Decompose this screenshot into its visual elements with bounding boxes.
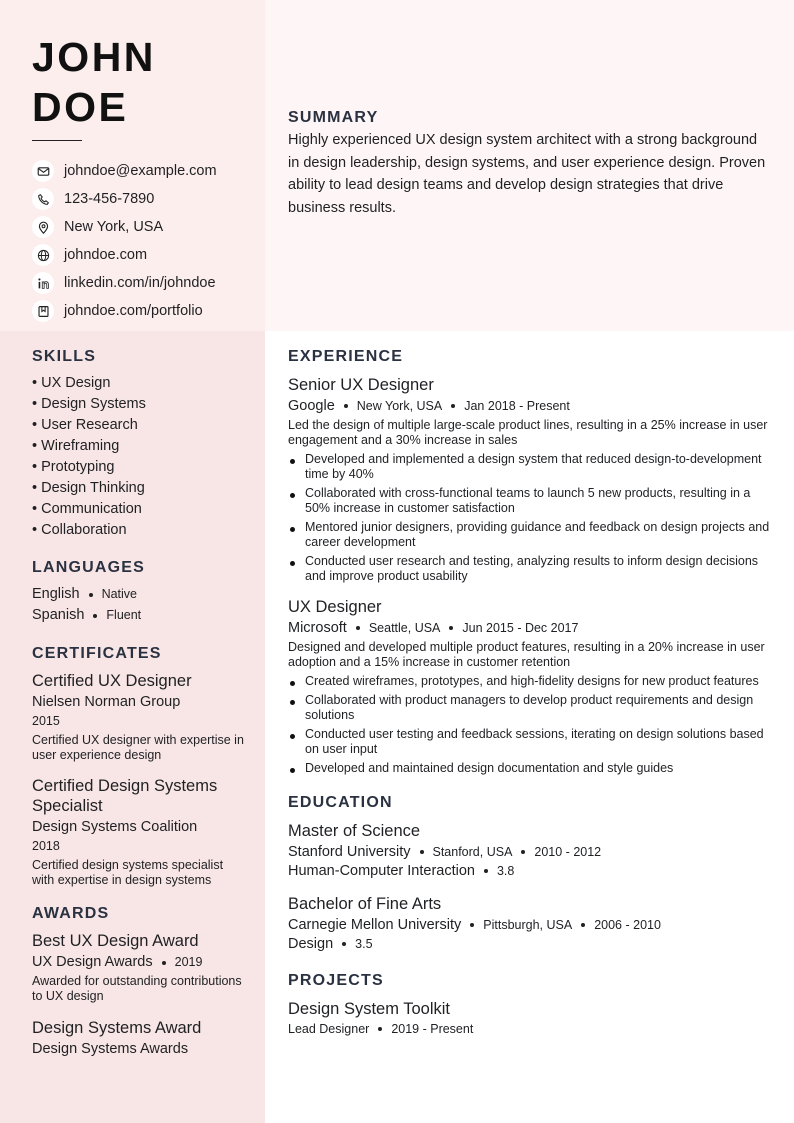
project-entry [288, 999, 770, 1036]
separator-dot [378, 1027, 382, 1031]
job-bullet [288, 761, 770, 776]
project-role: Lead Designer [288, 1022, 370, 1036]
project-dates: 2019 - Present [391, 1022, 474, 1036]
name-divider [32, 140, 82, 141]
job-title: UX Designer [288, 598, 382, 616]
summary-heading: SUMMARY [288, 109, 379, 126]
job-bullet [288, 554, 770, 584]
education-field-row [288, 936, 770, 952]
job-title: Senior UX Designer [288, 376, 434, 394]
phone-icon [32, 188, 54, 210]
gpa: 3.8 [496, 864, 515, 878]
separator-dot [581, 923, 585, 927]
certificate-name: Certified UX Designer [32, 672, 192, 690]
language-level: Native [101, 587, 137, 601]
award-name: Best UX Design Award [32, 932, 199, 950]
bullet-dot [290, 734, 295, 739]
name-first: JOHN [32, 34, 156, 80]
certificate-description: Certified design systems specialist with expertise in design systems [32, 858, 224, 887]
job-bullet [288, 674, 770, 689]
separator-dot [420, 850, 424, 854]
education-entry [288, 894, 770, 952]
skill-item: • UX Design [32, 375, 111, 391]
skills-list [32, 373, 244, 541]
contact-list [32, 157, 244, 325]
contact-linkedin[interactable] [32, 269, 244, 297]
job-description: Led the design of multiple large-scale product lines, resulting in a 25% increase in user engagement and a 30% increase in sales [288, 418, 768, 447]
job-location: Seattle, USA [368, 621, 441, 635]
separator-dot [484, 869, 488, 873]
language-item [32, 584, 244, 605]
certificate-year: 2015 [32, 714, 60, 728]
bullet-dot [290, 527, 295, 532]
bullet-text: Collaborated with product managers to develop product requirements and design solutions [305, 693, 754, 722]
languages-list [32, 584, 244, 626]
header-identity [32, 32, 244, 325]
language-name: English [32, 586, 80, 602]
bullet-dot [290, 561, 295, 566]
education-field-row [288, 863, 770, 879]
project-meta [288, 1022, 770, 1036]
separator-dot [89, 593, 93, 597]
separator-dot [521, 850, 525, 854]
job-bullet [288, 452, 770, 482]
award-item [32, 931, 244, 1004]
job-dates: Jun 2015 - Dec 2017 [462, 621, 579, 635]
job-bullets [288, 452, 770, 584]
bullet-text: Created wireframes, prototypes, and high-fidelity designs for new product features [305, 674, 759, 688]
job-company: Google [288, 398, 335, 414]
school-name: Carnegie Mellon University [288, 917, 462, 933]
skill-item: • Communication [32, 501, 142, 517]
contact-location-text: New York, USA [64, 219, 164, 235]
bullet-text: Conducted user testing and feedback sessions, iterating on design solutions based on user input [305, 727, 764, 756]
certificate-issuer: Nielsen Norman Group [32, 694, 181, 710]
contact-phone-text: 123-456-7890 [64, 191, 155, 207]
job-company: Microsoft [288, 620, 347, 636]
certificate-issuer: Design Systems Coalition [32, 819, 198, 835]
skill-item: • Collaboration [32, 522, 127, 538]
main-content [288, 347, 770, 1036]
language-level: Fluent [106, 608, 142, 622]
summary-section [288, 108, 770, 220]
job-bullet [288, 520, 770, 550]
certificate-description: Certified UX designer with expertise in user experience design [32, 733, 244, 762]
skill-item: • Design Thinking [32, 480, 145, 496]
award-item [32, 1018, 244, 1059]
separator-dot [470, 923, 474, 927]
degree: Bachelor of Fine Arts [288, 895, 442, 913]
bullet-text: Developed and maintained design documentation and style guides [305, 761, 674, 775]
bullet-dot [290, 681, 295, 686]
separator-dot [451, 404, 455, 408]
education-heading: EDUCATION [288, 794, 393, 811]
bullet-dot [290, 459, 295, 464]
separator-dot [449, 626, 453, 630]
bullet-text: Mentored junior designers, providing guidance and feedback on design projects and career development [305, 520, 770, 549]
education-meta [288, 917, 770, 933]
portfolio-icon [32, 300, 54, 322]
language-name: Spanish [32, 607, 85, 623]
language-item [32, 605, 244, 626]
skill-item: • Wireframing [32, 438, 120, 454]
job-bullets [288, 674, 770, 776]
skill-item: • Design Systems [32, 396, 146, 412]
education-dates: 2006 - 2010 [594, 918, 661, 932]
education-dates: 2010 - 2012 [534, 845, 602, 859]
job-entry [288, 597, 770, 776]
summary-text: Highly experienced UX design system architect with a strong background in design leadership, design systems, and user experience design. Proven ability to lead design teams and develop design strategies that drive business results. [288, 132, 766, 217]
contact-website-text: johndoe.com [64, 247, 148, 263]
job-bullet [288, 693, 770, 723]
bullet-text: Developed and implemented a design system that reduced design-to-development time by 40% [305, 452, 762, 481]
degree: Master of Science [288, 822, 421, 840]
skill-item: • Prototyping [32, 459, 115, 475]
certificates-heading: CERTIFICATES [32, 645, 162, 662]
award-description: Awarded for outstanding contributions to UX design [32, 974, 242, 1003]
award-issuer: UX Design Awards [32, 954, 153, 970]
award-year: 2019 [174, 955, 203, 969]
project-name: Design System Toolkit [288, 1000, 451, 1018]
bullet-dot [290, 493, 295, 498]
gpa: 3.5 [355, 937, 373, 951]
certificate-item [32, 671, 244, 763]
contact-phone[interactable] [32, 185, 244, 213]
separator-dot [162, 961, 166, 965]
contact-website[interactable] [32, 241, 244, 269]
contact-portfolio[interactable] [32, 297, 244, 325]
bullet-text: Collaborated with cross-functional teams to launch 5 new products, resulting in a 50% increase in customer satisfaction [305, 486, 751, 515]
job-dates: Jan 2018 - Present [464, 399, 570, 413]
education-meta [288, 844, 770, 860]
bullet-text: Conducted user research and testing, analyzing results to inform design decisions and improve product usability [305, 554, 759, 583]
field-of-study: Design [288, 936, 334, 952]
job-location: New York, USA [356, 399, 443, 413]
experience-heading: EXPERIENCE [288, 348, 404, 365]
school-location: Stanford, USA [432, 845, 513, 859]
bullet-dot [290, 700, 295, 705]
contact-location [32, 213, 244, 241]
job-bullet [288, 486, 770, 516]
separator-dot [344, 404, 348, 408]
award-name: Design Systems Award [32, 1019, 202, 1037]
job-meta [288, 398, 770, 414]
school-name: Stanford University [288, 844, 411, 860]
separator-dot [342, 942, 346, 946]
contact-portfolio-text: johndoe.com/portfolio [64, 303, 203, 319]
certificate-item [32, 776, 244, 888]
location-pin-icon [32, 216, 54, 238]
job-entry [288, 375, 770, 584]
sidebar-content [32, 347, 244, 1059]
education-entry [288, 821, 770, 879]
separator-dot [93, 614, 97, 618]
name-last: DOE [32, 84, 129, 130]
contact-linkedin-text: linkedin.com/in/johndoe [64, 275, 216, 291]
certificate-name: Certified Design Systems Specialist [32, 777, 218, 815]
skills-heading: SKILLS [32, 348, 97, 365]
globe-icon [32, 244, 54, 266]
school-location: Pittsburgh, USA [483, 918, 573, 932]
email-icon [32, 160, 54, 182]
separator-dot [356, 626, 360, 630]
contact-email-text: johndoe@example.com [64, 163, 217, 179]
linkedin-icon [32, 272, 54, 294]
job-meta [288, 620, 770, 636]
job-description: Designed and developed multiple product features, resulting in a 20% increase in user adoption and a 15% increase in customer retention [288, 640, 765, 669]
award-issuer: Design Systems Awards [32, 1041, 189, 1057]
languages-heading: LANGUAGES [32, 559, 146, 576]
contact-email[interactable] [32, 157, 244, 185]
projects-heading: PROJECTS [288, 972, 384, 989]
skill-item: • User Research [32, 417, 138, 433]
job-bullet [288, 727, 770, 757]
bullet-dot [290, 768, 295, 773]
award-meta [32, 952, 244, 973]
certificate-year: 2018 [32, 839, 60, 853]
awards-heading: AWARDS [32, 905, 110, 922]
field-of-study: Human-Computer Interaction [288, 863, 475, 879]
